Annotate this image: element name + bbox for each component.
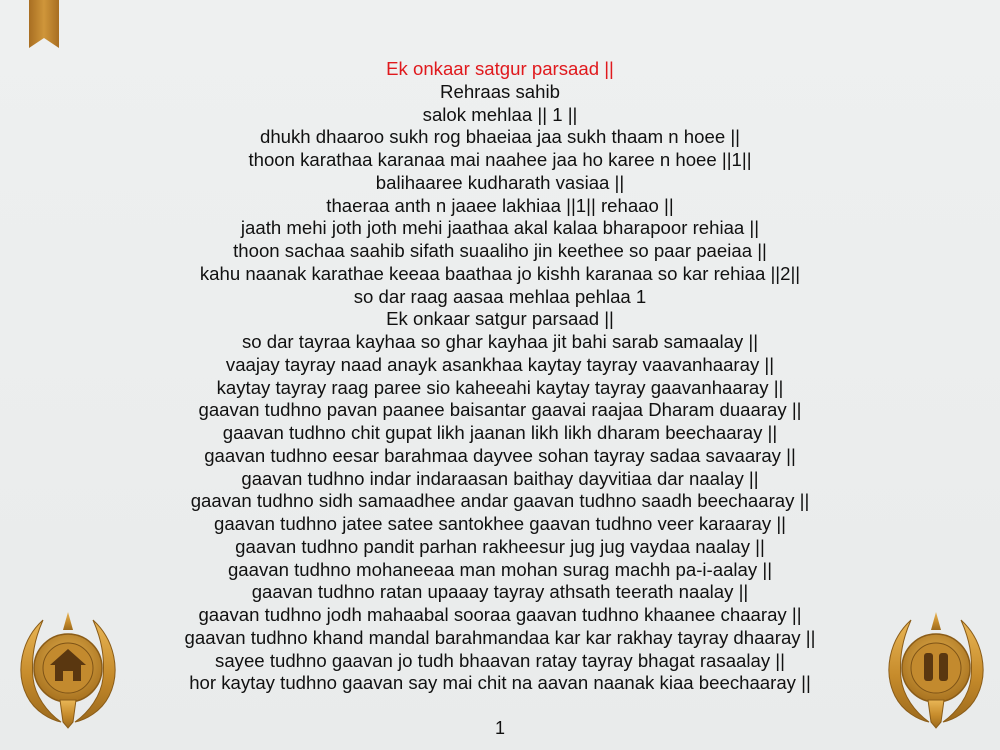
khanda-emblem-icon [13,612,123,730]
scripture-line: gaavan tudhno eesar barahmaa dayvee sohan tayray sadaa savaaray || [204,444,796,466]
scripture-line: balihaaree kudharath vasiaa || [375,171,625,193]
scripture-line: gaavan tudhno ratan upaaay tayray athsath teerath naalay || [251,581,749,603]
scripture-line: thoon sachaa saahib sifath suaaliho jin keethee so paar paeiaa || [233,240,767,261]
scripture-text [0,58,1000,695]
scripture-line: salok mehlaa || 1 || [422,103,578,125]
scripture-line: Rehraas sahib [440,80,560,102]
khanda-emblem-icon [881,612,991,730]
scripture-line: Ek onkaar satgur parsaad || [386,58,614,79]
scripture-line: gaavan tudhno pandit parhan rakheesur jug jug vaydaa naalay || [235,535,765,557]
scripture-line: gaavan tudhno jodh mahaabal sooraa gaavan tudhno khaanee chaaray || [198,604,802,625]
bookmark-icon[interactable] [29,0,59,48]
scripture-line: gaavan tudhno khand mandal barahmandaa kar kar rakhay tayray dhaaray || [184,626,816,648]
scripture-line: Ek onkaar satgur parsaad || [386,308,614,330]
scripture-line: sayee tudhno gaavan jo tudh bhaavan ratay tayray bhagat rasaalay || [215,649,785,671]
home-button[interactable] [13,612,123,730]
scripture-line: jaath mehi joth joth mehi jaathaa akal kalaa bharapoor rehiaa || [240,217,760,239]
page-number: 1 [494,718,505,738]
scripture-line: vaajay tayray naad anayk asankhaa kaytay tayray vaavanhaaray || [225,353,775,375]
scripture-line: gaavan tudhno jatee satee santokhee gaavan tudhno veer karaaray || [213,513,787,534]
scripture-line: kaytay tayray raag paree sio kaheeahi kaytay tayray gaavanhaaray || [216,376,784,398]
scripture-line: so dar tayraa kayhaa so ghar kayhaa jit bahi sarab samaalay || [241,331,759,352]
scripture-line: kahu naanak karathae keeaa baathaa jo kishh karanaa so kar rehiaa ||2|| [199,262,801,284]
scripture-line: thoon karathaa karanaa mai naahee jaa ho karee n hoee ||1|| [248,149,752,170]
scripture-line: thaeraa anth n jaaee lakhiaa ||1|| rehaao || [326,194,674,216]
scripture-line: hor kaytay tudhno gaavan say mai chit na aavan naanak kiaa beechaaray || [189,672,811,694]
scripture-line: gaavan tudhno pavan paanee baisantar gaavai raajaa Dharam duaaray || [198,399,802,421]
scripture-line: gaavan tudhno mohaneeaa man mohan surag machh pa-i-aalay || [227,558,773,580]
scripture-line: so dar raag aasaa mehlaa pehlaa 1 [353,285,647,307]
pause-button[interactable] [881,612,991,730]
scripture-line: gaavan tudhno indar indaraasan baithay dayvitiaa dar naalay || [241,467,759,489]
scripture-line: dhukh dhaaroo sukh rog bhaeiaa jaa sukh thaam n hoee || [259,126,740,148]
scripture-line: gaavan tudhno chit gupat likh jaanan likh likh dharam beechaaray || [222,422,778,443]
scripture-line: gaavan tudhno sidh samaadhee andar gaavan tudhno saadh beechaaray || [190,490,810,512]
